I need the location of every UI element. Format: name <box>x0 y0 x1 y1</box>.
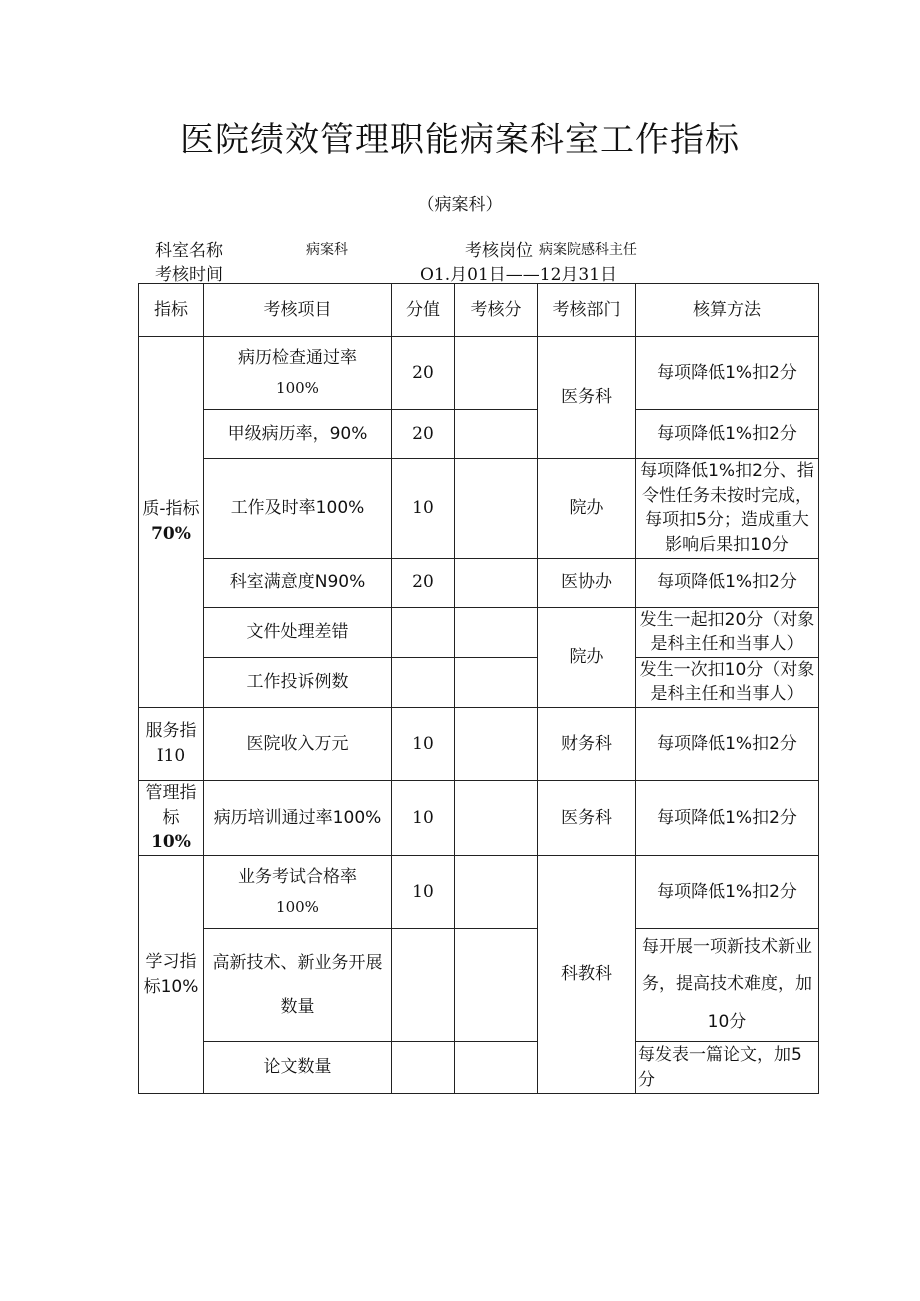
item-cell: 文件处理差错 <box>204 607 392 657</box>
category-percent: 70% <box>151 524 191 545</box>
method-cell: 每项降低1%扣2分 <box>636 781 819 856</box>
period-value: O1.月01日——12月31日 <box>420 265 618 285</box>
method-cell: 每项降低1%扣2分 <box>636 558 819 607</box>
item-cell: 病历培训通过率100% <box>204 781 392 856</box>
header-cell: 考核项目 <box>204 284 392 337</box>
assessed-score-cell <box>455 459 538 559</box>
page-subtitle: （病案科） <box>417 195 503 215</box>
category-quality <box>139 337 204 708</box>
table-row <box>139 337 819 410</box>
method-cell: 每项降低1%扣2分 <box>636 708 819 781</box>
score-cell <box>392 607 455 657</box>
table-row <box>139 929 819 1042</box>
score-cell <box>392 929 455 1042</box>
category-percent: I10 <box>156 746 186 767</box>
item-cell: 甲级病历率，90% <box>204 410 392 459</box>
score-cell: 10 <box>392 708 455 781</box>
assessed-score-cell <box>455 558 538 607</box>
header-cell: 核算方法 <box>636 284 819 337</box>
item-cell: 科室满意度N90% <box>204 558 392 607</box>
header-cell: 考核部门 <box>538 284 636 337</box>
score-cell: 10 <box>392 781 455 856</box>
category-study: 学习指标10% <box>139 856 204 1094</box>
header-cell: 考核分 <box>455 284 538 337</box>
table-row <box>139 708 819 781</box>
item-cell: 工作及时率100% <box>204 459 392 559</box>
dept-cell: 医协办 <box>538 558 636 607</box>
category-label: 质-指标 <box>142 499 200 520</box>
table-row <box>139 607 819 657</box>
post-label: 考核岗位 <box>465 241 533 261</box>
page-title: 医院绩效管理职能病案科室工作指标 <box>180 120 740 160</box>
period-label: 考核时间 <box>155 265 223 285</box>
dept-cell: 医务科 <box>538 337 636 459</box>
item-label: 业务考试合格率 <box>238 866 357 887</box>
assessed-score-cell <box>455 856 538 929</box>
assessed-score-cell <box>455 337 538 410</box>
post-value: 病案院感科主任 <box>539 242 637 258</box>
table-row <box>139 856 819 929</box>
dept-value: 病案科 <box>306 242 348 258</box>
header-cell: 分值 <box>392 284 455 337</box>
method-cell: 每项降低1%扣2分、指令性任务未按时完成，每项扣5分；造成重大影响后果扣10分 <box>636 459 819 559</box>
table-row <box>139 459 819 559</box>
method-cell: 每开展一项新技术新业务，提高技术难度，加10分 <box>636 929 819 1042</box>
category-management <box>139 781 204 856</box>
category-service <box>139 708 204 781</box>
dept-cell: 科教科 <box>538 856 636 1094</box>
item-cell <box>204 856 392 929</box>
item-cell: 工作投诉例数 <box>204 657 392 707</box>
category-label: 管理指标 <box>145 783 197 828</box>
score-cell: 10 <box>392 856 455 929</box>
dept-label: 科室名称 <box>155 241 223 261</box>
header-row <box>139 284 819 337</box>
score-cell <box>392 657 455 707</box>
score-cell: 20 <box>392 558 455 607</box>
item-percent: 100% <box>276 898 319 917</box>
item-cell: 医院收入万元 <box>204 708 392 781</box>
table-row <box>139 1042 819 1094</box>
dept-cell: 院办 <box>538 607 636 708</box>
dept-cell: 财务科 <box>538 708 636 781</box>
header-cell: 指标 <box>139 284 204 337</box>
score-cell: 20 <box>392 410 455 459</box>
score-cell: 10 <box>392 459 455 559</box>
item-label: 病历检查通过率 <box>238 347 357 368</box>
assessed-score-cell <box>455 1042 538 1094</box>
method-cell: 发生一起扣20分（对象是科主任和当事人） <box>636 607 819 657</box>
table-row <box>139 410 819 459</box>
score-cell <box>392 1042 455 1094</box>
method-cell: 每项降低1%扣2分 <box>636 337 819 410</box>
category-percent: 10% <box>151 832 191 853</box>
method-cell: 每项降低1%扣2分 <box>636 410 819 459</box>
assessed-score-cell <box>455 657 538 707</box>
method-cell: 每项降低1%扣2分 <box>636 856 819 929</box>
indicator-table <box>138 283 819 1094</box>
assessed-score-cell <box>455 929 538 1042</box>
item-percent: 100% <box>276 379 319 398</box>
table-row <box>139 657 819 707</box>
dept-cell: 院办 <box>538 459 636 559</box>
method-cell: 每发表一篇论文，加5分 <box>636 1042 819 1094</box>
assessed-score-cell <box>455 708 538 781</box>
assessed-score-cell <box>455 781 538 856</box>
assessed-score-cell <box>455 607 538 657</box>
item-cell: 高新技术、新业务开展数量 <box>204 929 392 1042</box>
category-label: 服务指 <box>145 721 197 742</box>
method-cell: 发生一次扣10分（对象是科主任和当事人） <box>636 657 819 707</box>
assessed-score-cell <box>455 410 538 459</box>
item-cell <box>204 337 392 410</box>
table-row <box>139 558 819 607</box>
item-cell: 论文数量 <box>204 1042 392 1094</box>
dept-cell: 医务科 <box>538 781 636 856</box>
score-cell: 20 <box>392 337 455 410</box>
table-row <box>139 781 819 856</box>
